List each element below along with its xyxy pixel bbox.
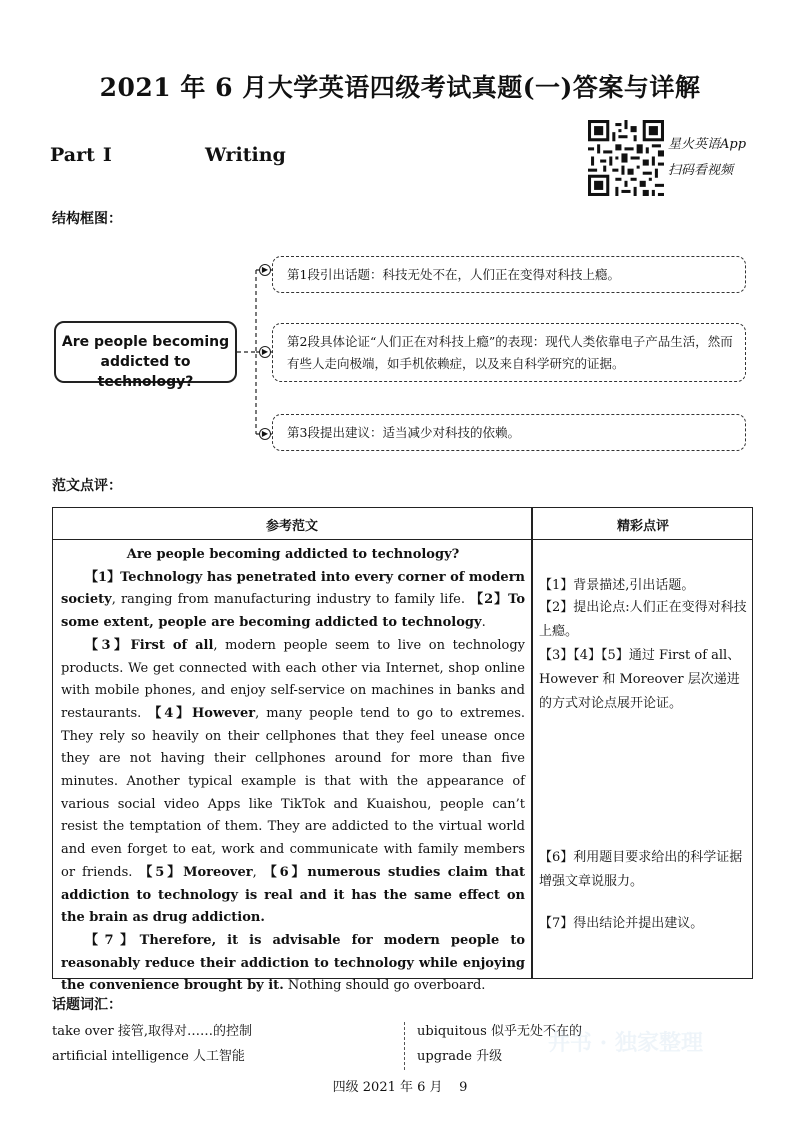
arrow-right-icon: ▶ [259, 264, 271, 276]
diagram-connectors [0, 0, 800, 470]
diagram-branch-3: 第3段提出建议：适当减少对科技的依赖。 [272, 414, 746, 451]
essay-sentence: Therefore, it is advisable for modern people to reasonably reduce their addiction to technology while enjoying the convenience brought by it. [61, 932, 526, 994]
essay-text: , ranging from manufacturing industry to family life. [111, 592, 471, 608]
footer-text: 四级 2021 年 6 月 [332, 1080, 443, 1095]
essay-text: . [481, 615, 486, 631]
essay-sentence: To some extent, people are becoming addicted to technology [61, 592, 526, 631]
marker: 【1】 [85, 569, 121, 585]
model-essay [61, 544, 525, 998]
column-header-comments: 精彩点评 [616, 519, 669, 534]
essay-sentence: First of all [130, 637, 214, 653]
essay-sentence: However [192, 705, 256, 721]
essay-sentence: Technology has penetrated into every corner of modern society [61, 569, 525, 608]
review-label: 范文点评： [52, 478, 122, 494]
app-hint: 扫码看视频 [668, 163, 734, 178]
essay-paragraph-2 [61, 635, 525, 930]
vocab-meaning: 人工智能 [192, 1049, 245, 1064]
vocab-item [417, 1045, 502, 1064]
part-number: I [102, 144, 112, 166]
review-table [52, 507, 753, 994]
essay-sentence: numerous studies claim that addiction to technology is real and it has the same effect on the brain as drug addiction. [61, 864, 526, 926]
marker: 【5】 [139, 864, 184, 880]
comment-4: 【6】利用题目要求给出的科学证据增强文章说服力。 [539, 850, 743, 889]
marker: 【3】 [85, 637, 131, 653]
part-label: Part [50, 144, 95, 166]
essay-paragraph-3 [61, 930, 525, 998]
app-name: 星火英语App [668, 137, 747, 152]
vocab-divider [404, 1022, 405, 1070]
part-name: Writing [205, 144, 286, 166]
structure-label: 结构框图： [52, 211, 122, 227]
vocab-item [52, 1020, 252, 1039]
vocab-item [52, 1045, 245, 1064]
page-number: 9 [459, 1080, 468, 1095]
essay-title: Are people becoming addicted to technology? [126, 547, 460, 562]
vocab-label: 话题词汇： [52, 997, 122, 1013]
essay-sentence: Moreover [183, 864, 253, 880]
diagram-branch-2: 第2段具体论证“人们正在对科技上瘾”的表现：现代人类依靠电子产品生活，然而有些人走向极端，如手机依赖症，以及来自科学研究的证据。 [272, 323, 746, 382]
essay-text: Nothing should go overboard. [283, 978, 486, 994]
watermark: 井书 · 独家整理 [548, 1030, 703, 1056]
comment-5: 【7】得出结论并提出建议。 [539, 916, 704, 931]
arrow-right-icon: ▶ [259, 428, 271, 440]
marker: 【7】 [85, 932, 140, 948]
marker: 【6】 [263, 864, 308, 880]
marker: 【2】 [470, 592, 509, 608]
comment-3: 【3】【4】【5】通过 First of all、However 和 Moreover 层次递进的方式对论点展开论证。 [539, 648, 741, 711]
vocab-meaning: 接管,取得对……的控制 [117, 1024, 253, 1039]
comment-1: 【1】背景描述,引出话题。 [539, 578, 695, 593]
arrow-right-icon: ▶ [259, 346, 271, 358]
essay-text: , many people tend to go to extremes. They rely so heavily on their cellphones that they feel unease once they are not having their cellphones around for more than five minutes. Another typical example is that with the appearance of various social video Apps like TikTok and Kuaishou, people can’t resist the temptation of them. They are addicted to the virtual world and even forget to eat, work and communicate with family members or friends. [61, 705, 525, 880]
diagram-branch-1: 第1段引出话题：科技无处不在，人们正在变得对科技上瘾。 [272, 256, 746, 293]
diagram-root-node: Are people becoming addicted to technology? [54, 321, 237, 383]
comment-2: 【2】提出论点:人们正在变得对科技上瘾。 [539, 600, 747, 639]
page-footer [0, 1076, 800, 1095]
vocab-term: artificial intelligence [52, 1049, 189, 1064]
vocab-term: ubiquitous [417, 1024, 487, 1039]
column-divider [531, 508, 533, 978]
essay-paragraph-1 [61, 567, 525, 635]
page-title: 2021 年 6 月大学英语四级考试真题(一)答案与详解 [99, 73, 701, 102]
essay-text: , modern people seem to live on technology products. We get connected with each other via Internet, shop online with mobile phones, and enjoy self-service on machines in banks and restaurants. [61, 637, 525, 721]
vocab-term: take over [52, 1024, 114, 1039]
vocab-meaning: 似乎无处不在的 [490, 1024, 582, 1039]
vocab-meaning: 升级 [476, 1049, 503, 1064]
vocab-term: upgrade [417, 1049, 472, 1064]
marker: 【4】 [148, 705, 193, 721]
essay-text: , [252, 864, 264, 880]
column-header-essay: 参考范文 [265, 519, 318, 534]
